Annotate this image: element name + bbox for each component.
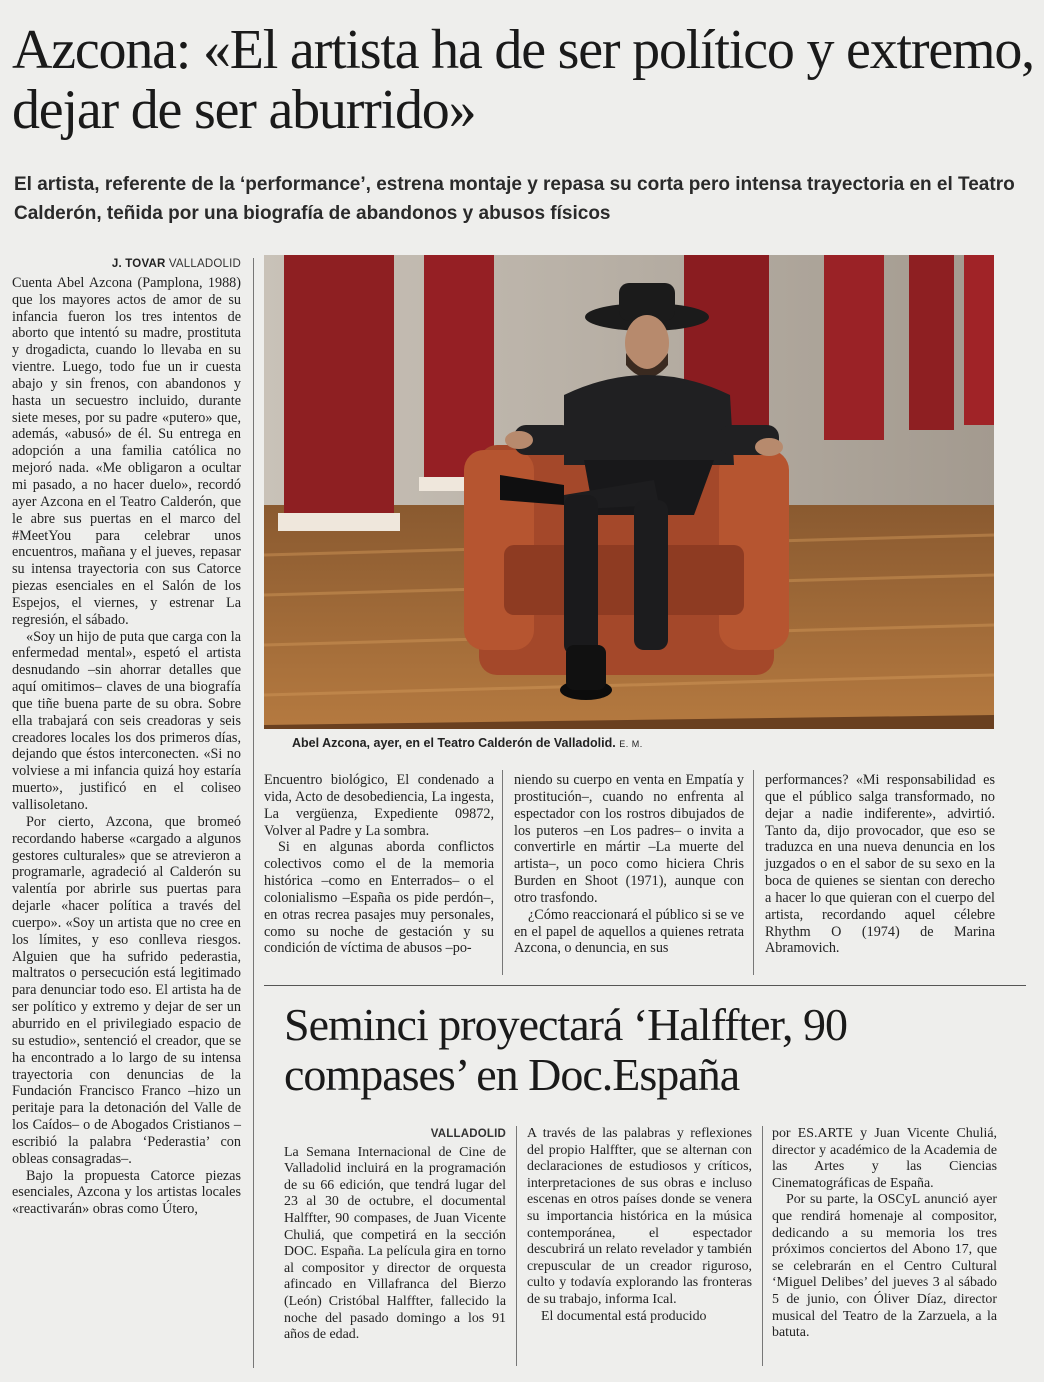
article-paragraph: performances? «Mi responsabilidad es que el público salga transformado, no dejar a nadie indiferente», advirtió. Tanto da, dijo provocador, que eso se traduzca en una nueva denuncia en los juzgados o en el sabor de su sexo en la boca de quienes se sientan con derecho a hacer lo que quieran con el cuerpo del artista, recordando aquel célebre Rhythm O (1974) de Marina Abramovich. xyxy=(765,772,995,957)
brief-byline-place: VALLADOLID xyxy=(430,1128,506,1140)
article-paragraph: niendo su cuerpo en venta en Empatía y prostitución–, cuando no enfrenta al espectador con los rostros dibujados de los puteros –en Los padres– o invita a convertirle en mártir –La muerte del artista–, un poco como hiciera Chris Burden en Shoot (1971), aunque con otro trasfondo. xyxy=(514,772,744,906)
photo-caption-text: Abel Azcona, ayer, en el Teatro Calderón de Valladolid. xyxy=(292,736,616,750)
article-column-2 xyxy=(264,772,494,957)
byline-place: VALLADOLID xyxy=(168,258,241,270)
article-deck: El artista, referente de la ‘performance’, estrena montaje y repasa su corta pero intensa trayectoria en el Teatro Calderón, teñida por una biografía de abandonos y abusos físicos xyxy=(14,174,1015,224)
brief-paragraph: La Semana Internacional de Cine de Valladolid incluirá en la programación de su 66 edición, que tendrá lugar del 23 al 30 de octubre, el documental Halffter, 90 compases, de Juan Vicente Chuliá, que competirá en la sección DOC. España. La película gira en torno al compositor y director de orquesta afincado en Villafranca del Bierzo (León) Cristóbal Halffter, fallecido la noche del pasado domingo a los 91 años de edad. xyxy=(284,1144,506,1343)
column-divider xyxy=(753,770,754,975)
article-column-3 xyxy=(514,772,744,957)
section-divider xyxy=(264,985,1026,986)
brief-column-2 xyxy=(527,1126,752,1325)
article-paragraph: Si en algunas aborda conflictos colectivos como el de la memoria histórica –como en Enterrados– o el colonialismo –España os pide perdón–, en otras recrea pasajes muy personales, como su noche de gestación y su condición de víctima de abusos –po- xyxy=(264,839,494,957)
article-column-4 xyxy=(765,772,995,957)
photo-caption xyxy=(292,736,992,750)
brief-paragraph: El documental está producido xyxy=(541,1308,707,1324)
brief-headline: Seminci proyectará ‘Halffter, 90 compases’ en Doc.España xyxy=(284,999,848,1100)
article-paragraph: Encuentro biológico, El condenado a vida, Acto de desobediencia, La ingesta, La vergüenza, Expediente 09872, Volver al Padre y La sombra. xyxy=(264,772,494,839)
column-divider xyxy=(762,1126,763,1366)
byline xyxy=(12,256,241,273)
article-paragraph: Cuenta Abel Azcona (Pamplona, 1988) que los mayores actos de amor de su infancia fueron los tres intentos de aborto que intentó su madre, prostituta y drogadicta, cuando lo llevaba en su vientre. Luego, todo fue un ir cuesta abajo y sin frenos, con abandonos y hasta un secuestro incluido, durante siete meses, por su padre «putero» que, además, «abusó» de él. Su entrega en adopción a una familia católica no mejoró nada. «Me obligaron a ocultar mi pasado, a no hacer duelo», recordó ayer Azcona en el Teatro Calderón, que le abre sus puertas en el marco del #MeetYou para celebrar unos encuentros, mañana y el jueves, repasar su intensa trayectoria con sus Catorce piezas esenciales en el Salón de los Espejos, el viernes, y estrenar La regresión, el sábado. xyxy=(12,274,241,628)
brief-paragraph: por ES.ARTE y Juan Vicente Chuliá, director y académico de la Academia de las Artes y las Ciencias Cinematográficas de España. xyxy=(772,1126,997,1191)
article-photo xyxy=(264,255,994,729)
article-paragraph: «Soy un hijo de puta que carga con la enfermedad mental», espetó el artista desnudando –sin ahorrar detalles que aquí omitimos– claves de una biografía que tiñe buena parte de su obra. Sobre ella trabajará con seis creadoras y seis creadores locales los dos primeros días, dejando que éstos interconecten. «Si no volviese a mi infancia quizá hoy estaría muerto», justificó en el coliseo vallisoletano. xyxy=(12,628,241,813)
brief-column-1 xyxy=(284,1126,506,1344)
article-paragraph: Bajo la propuesta Catorce piezas esenciales, Azcona y los artistas locales «reactivarán» obras como Útero, xyxy=(12,1167,241,1218)
article-column-1 xyxy=(12,256,241,1218)
article-paragraph: ¿Cómo reaccionará el público si se ve en el papel de aquellos a quienes retrata Azcona, o denuncia, en sus xyxy=(514,906,744,957)
column-divider xyxy=(253,258,254,1368)
photo-credit: E. M. xyxy=(619,739,643,749)
brief-byline xyxy=(284,1126,506,1143)
byline-author: J. TOVAR xyxy=(111,258,166,270)
photo-illustration xyxy=(264,255,994,729)
article-paragraph: Por cierto, Azcona, que bromeó recordando haberse «cargado a algunos gestores culturales» que se atrevieron a programarle, agradeció al Calderón su valentía por abrirle sus puertas para dejarle «hacer política a través del cuerpo». «Soy un artista que no cree en los límites, y eso conlleva riesgos. Alguien que ha sufrido pederastia, maltratos o persecución está legitimado para denunciar todo eso. El artista ha de ser político y extremo y dejar de ser un aburrido en el privilegiado espacio de su estudio», sentenció el creador, que se ha encontrado a lo largo de su intensa trayectoria con denuncias de la Fundación Francisco Franco –hizo un peritaje para la detonación del Valle de los Caídos– o de Abogados Cristianos –escribió la palabra ‘Pederastia’ con obleas consagradas–. xyxy=(12,813,241,1167)
column-divider xyxy=(516,1126,517,1366)
article-headline: Azcona: «El artista ha de ser político y extremo, dejar de ser aburrido» xyxy=(12,19,1034,141)
brief-column-3 xyxy=(772,1126,997,1342)
brief-paragraph: Por su parte, la OSCyL anunció ayer que rendirá homenaje al compositor, dedicando a su memoria los tres próximos conciertos del Abono 17, que se celebrarán en el Centro Cultural ‘Miguel Delibes’ del jueves 3 al sábado 5 de junio, con Óliver Díaz, director musical del Teatro de la Zarzuela, a la batuta. xyxy=(772,1192,997,1341)
column-divider xyxy=(502,770,503,975)
brief-paragraph: A través de las palabras y reflexiones del propio Halffter, que se alternan con declaraciones de estudiosos y críticos, interpretaciones de sus obras e incluso escenas en otros países donde se venera su importancia histórica en la música contemporánea, el espectador descubrirá un relato revelador y también crepuscular de un creador riguroso, culto y todavía explorando las fronteras de su trabajo, informa Ical. xyxy=(527,1126,752,1307)
